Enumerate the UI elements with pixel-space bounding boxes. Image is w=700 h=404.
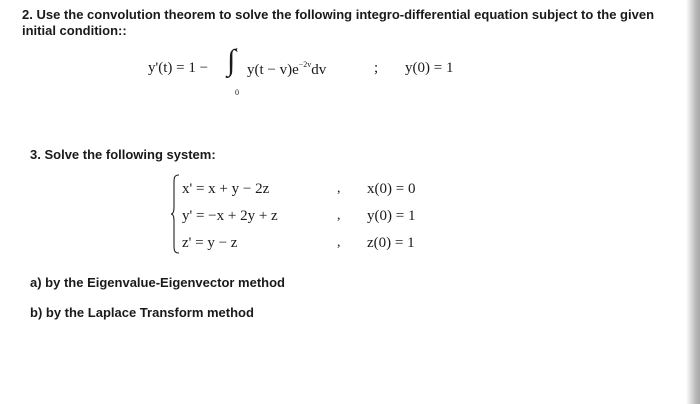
integral-lower-limit: 0: [235, 88, 239, 97]
part-b-text: b) by the Laplace Transform method: [30, 305, 254, 320]
integral-sign: ∫: [227, 44, 236, 77]
system-separator-3: ,: [337, 235, 341, 250]
initial-condition: y(0) = 1: [405, 60, 454, 76]
problem-2-statement: [22, 7, 672, 39]
system-separator-1: ,: [337, 181, 341, 196]
system-separator-2: ,: [337, 208, 341, 223]
integrand-exponent: −2v: [298, 60, 312, 69]
problem-3-text: Solve the following system:: [44, 147, 216, 162]
problem-3-statement: [30, 147, 216, 162]
part-a-text: a) by the Eigenvalue-Eigenvector method: [30, 275, 285, 290]
problem-3-number: 3.: [30, 147, 41, 162]
equation-separator: ;: [374, 60, 379, 76]
integrand-differential: dv: [311, 62, 327, 78]
system-left-brace: [170, 174, 180, 254]
system-equation-y: y' = −x + 2y + z: [182, 208, 278, 224]
problem-2-number: 2.: [22, 7, 33, 22]
equation-lhs: y'(t) = 1 −: [148, 60, 209, 76]
page-edge-shadow: [686, 0, 700, 404]
initial-condition-z: z(0) = 1: [367, 235, 415, 251]
integro-differential-equation: [148, 46, 478, 110]
system-equation-z: z' = y − z: [182, 235, 238, 251]
equation-integrand: [247, 60, 326, 79]
integrand-base: y(t − v)e: [247, 62, 299, 78]
initial-condition-y: y(0) = 1: [367, 208, 416, 224]
part-b-method: [30, 305, 254, 320]
part-a-method: [30, 275, 285, 290]
integral-upper-limit: t: [236, 46, 238, 54]
problem-2-text: Use the convolution theorem to solve the following integro-differential equation subject to the given initial condition::: [22, 7, 655, 38]
system-equation-x: x' = x + y − 2z: [182, 181, 270, 197]
initial-condition-x: x(0) = 0: [367, 181, 416, 197]
